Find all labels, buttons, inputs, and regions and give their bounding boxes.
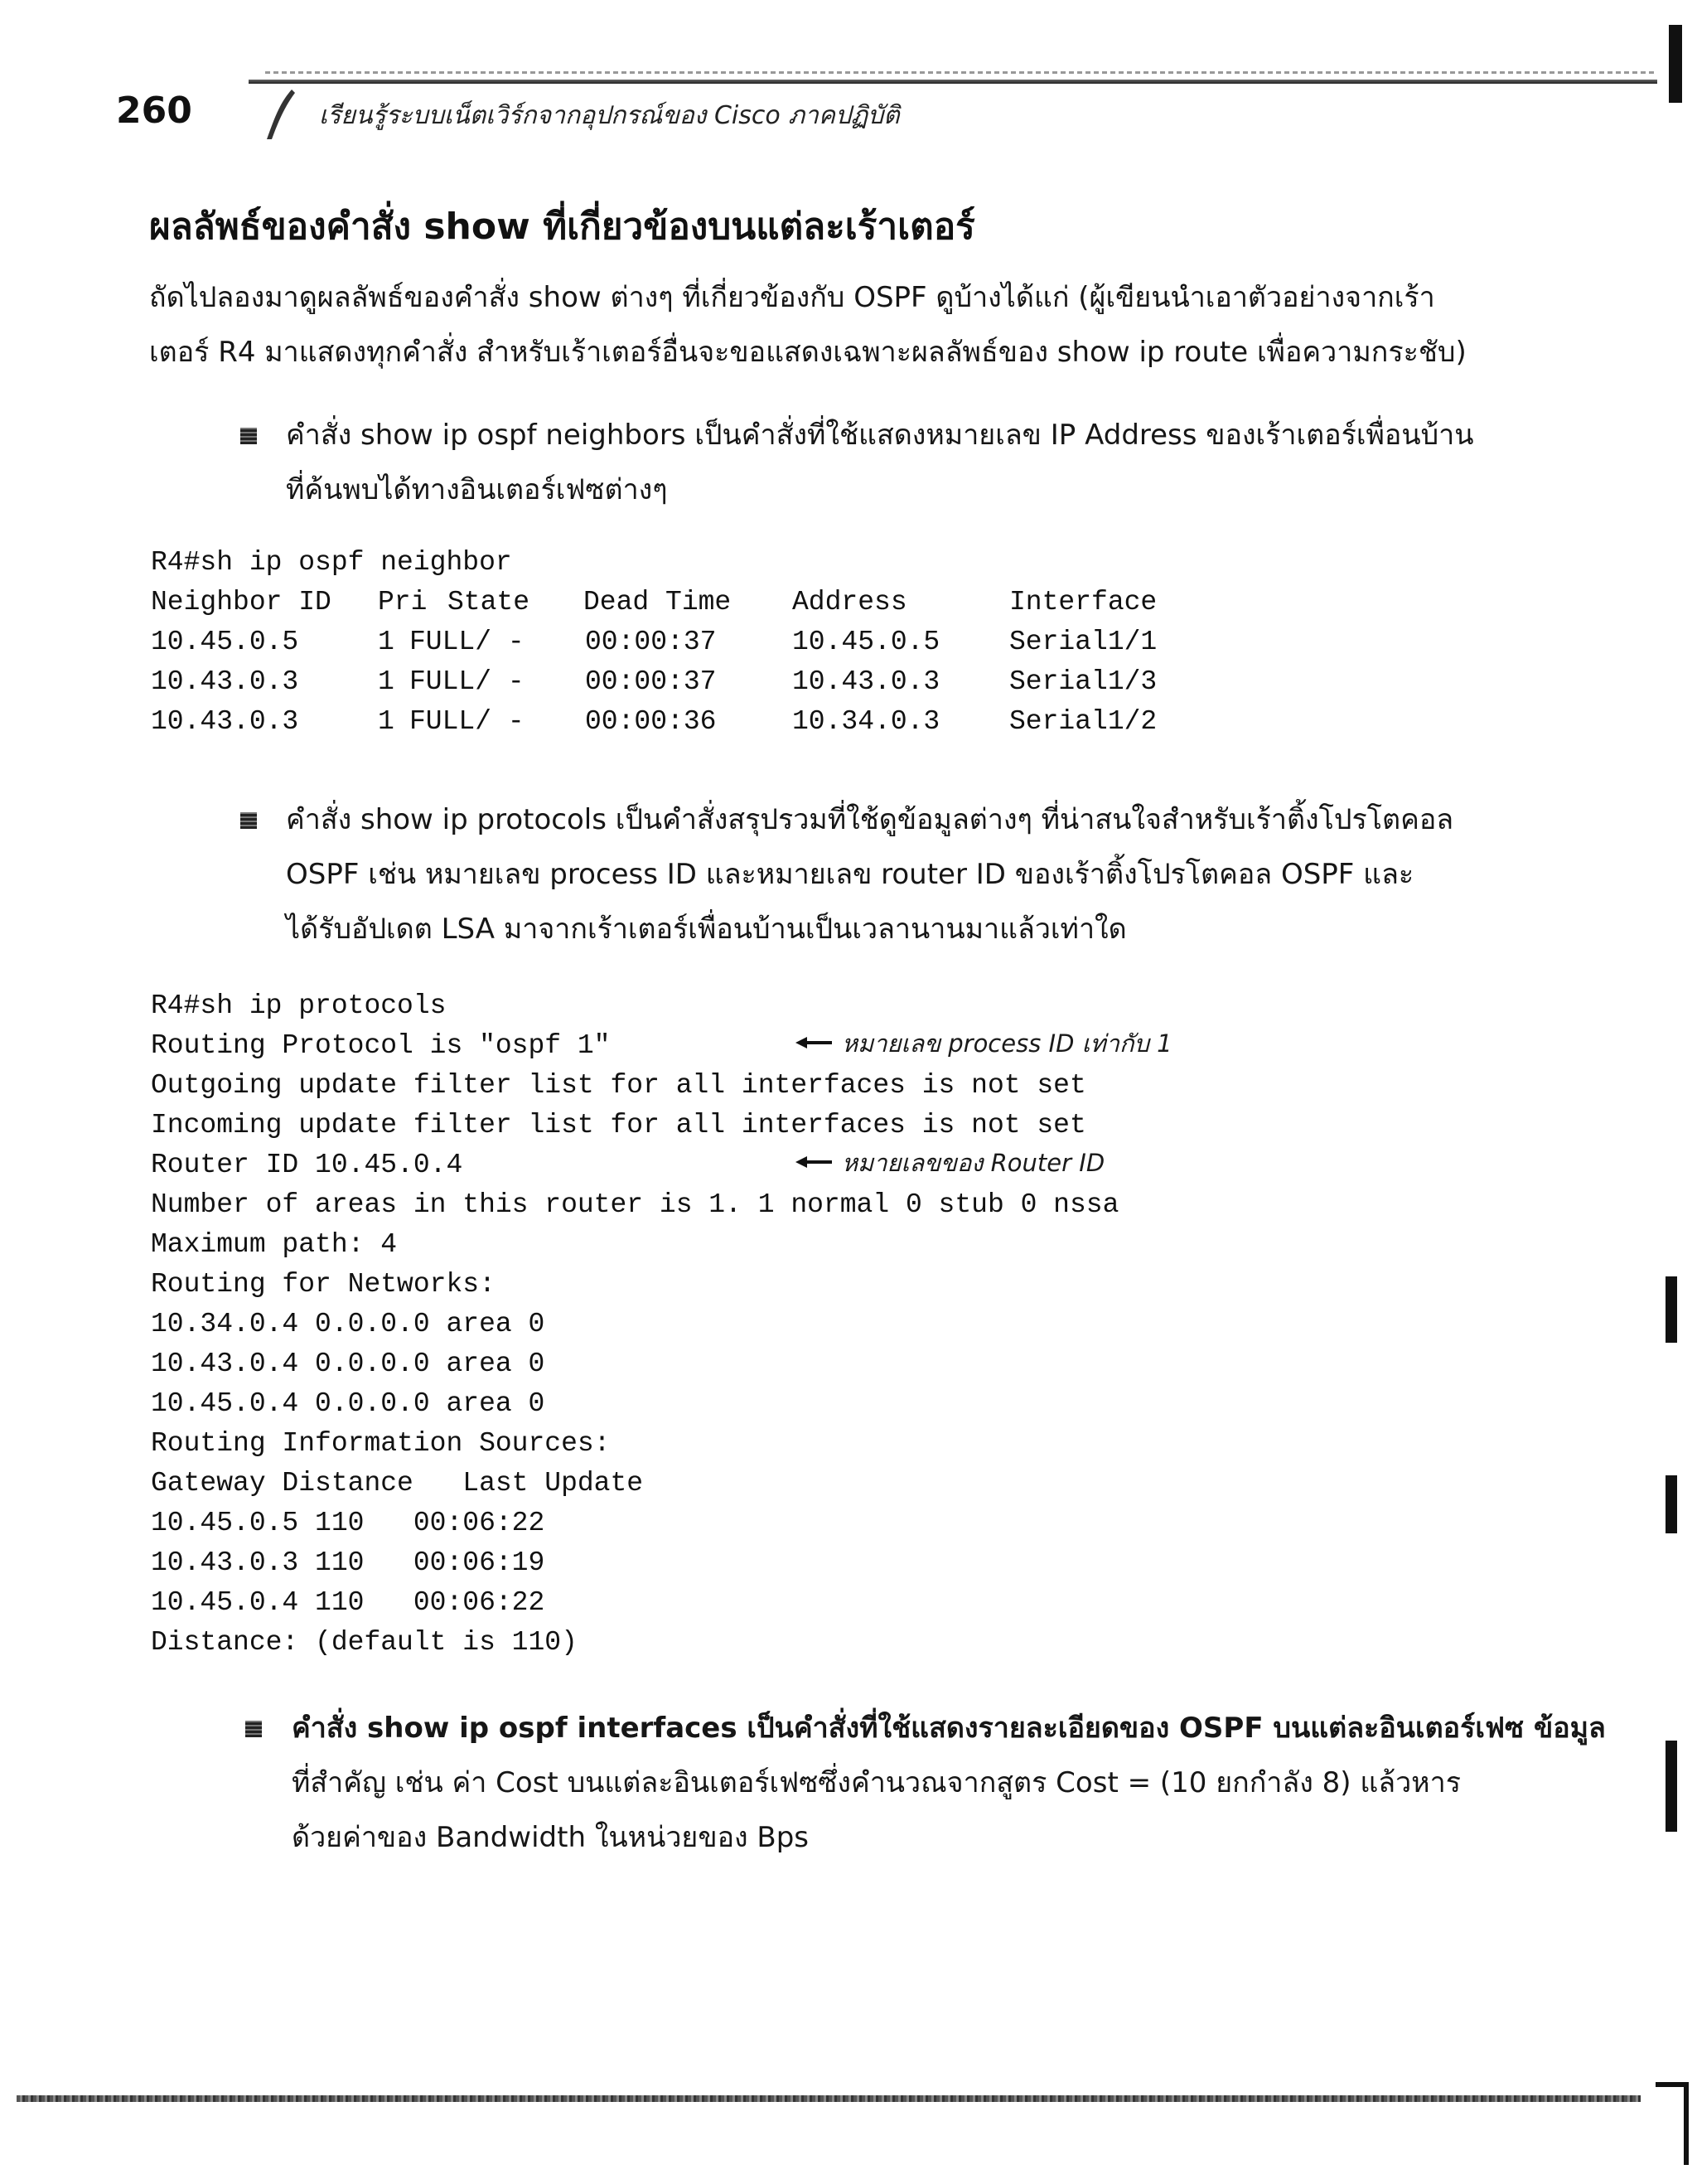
bullet-icon — [245, 1721, 262, 1737]
neighbor-header-neighbor-id: Neighbor ID — [151, 587, 331, 617]
protocols-line: 10.43.0.3 110 00:06:19 — [151, 1547, 545, 1578]
pri-cell: 1 — [378, 627, 394, 657]
interface-cell: Serial1/1 — [1009, 627, 1158, 657]
address-cell: 10.43.0.3 — [792, 666, 940, 697]
protocols-line: Incoming update filter list for all interfaces is not set — [151, 1110, 1086, 1140]
bullet-2-line-2: OSPF เช่น หมายเลข process ID และหมายเลข router ID ของเร้าติ้งโปรโตคอล OSPF และ — [286, 858, 1414, 891]
bullet-1-line-1: คำสั่ง show ip ospf neighbors เป็นคำสั่งที่ใช้แสดงหมายเลข IP Address ของเร้าเตอร์เพื่อนบ้าน — [286, 419, 1474, 452]
protocols-line: Maximum path: 4 — [151, 1229, 398, 1260]
margin-tab-mark — [1669, 25, 1682, 103]
protocols-line: Gateway Distance Last Update — [151, 1468, 644, 1499]
section-title: ผลลัพธ์ของคำสั่ง show ที่เกี่ยวข้องบนแต่ละเร้าเตอร์ — [149, 206, 975, 248]
intro-line-2: เตอร์ R4 มาแสดงทุกคำสั่ง สำหรับเร้าเตอร์อื่นจะขอแสดงเฉพาะผลลัพธ์ของ show ip route เพื่อความกระชับ) — [149, 336, 1467, 369]
neighbor-header-dead-time: Dead Time — [583, 587, 732, 617]
protocols-line: Router ID 10.45.0.4 — [151, 1150, 463, 1180]
state-cell: FULL/ - — [409, 666, 525, 697]
neighbor-header-address: Address — [792, 587, 907, 617]
router-id-note: หมายเลขของ Router ID — [842, 1149, 1105, 1177]
protocols-line: 10.45.0.4 110 00:06:22 — [151, 1587, 545, 1618]
protocols-line: Distance: (default is 110) — [151, 1627, 578, 1658]
neighbor-header-state: State — [447, 587, 530, 617]
neighbor-id-cell: 10.43.0.3 — [151, 706, 299, 737]
protocols-line: Routing for Networks: — [151, 1269, 496, 1300]
bullet-2-line-3: ได้รับอัปเดต LSA มาจากเร้าเตอร์เพื่อนบ้านเป็นเวลานานมาแล้วเท่าใด — [286, 913, 1127, 946]
interface-cell: Serial1/2 — [1009, 706, 1158, 737]
neighbor-header-pri: Pri — [378, 587, 428, 617]
page-number: 260 — [116, 90, 192, 132]
state-cell: FULL/ - — [409, 627, 525, 657]
neighbor-command: R4#sh ip ospf neighbor — [151, 547, 512, 578]
bullet-icon — [240, 428, 257, 444]
protocols-line: 10.45.0.5 110 00:06:22 — [151, 1508, 545, 1538]
bullet-3-line-1: คำสั่ง show ip ospf interfaces เป็นคำสั่งที่ใช้แสดงรายละเอียดของ OSPF บนแต่ละอินเตอร์เฟซ ข้อมูล — [292, 1712, 1606, 1745]
bullet-3-line-2: ที่สำคัญ เช่น ค่า Cost บนแต่ละอินเตอร์เฟซซึ่งคำนวณจากสูตร Cost = (10 ยกกำลัง 8) แล้วหาร — [292, 1766, 1461, 1799]
bullet-icon — [240, 812, 257, 829]
protocols-line: 10.43.0.4 0.0.0.0 area 0 — [151, 1349, 545, 1379]
pri-cell: 1 — [378, 666, 394, 697]
pri-cell: 1 — [378, 706, 394, 737]
process-id-note: หมายเลข process ID เท่ากับ 1 — [842, 1029, 1172, 1058]
neighbor-id-cell: 10.43.0.3 — [151, 666, 299, 697]
margin-tab-mark — [1666, 1475, 1677, 1533]
protocols-line: Number of areas in this router is 1. 1 normal 0 stub 0 nssa — [151, 1189, 1119, 1220]
intro-line-1: ถัดไปลองมาดูผลลัพธ์ของคำสั่ง show ต่างๆ ที่เกี่ยวข้องกับ OSPF ดูบ้างได้แก่ (ผู้เขียนนำเอาตัวอย่างจากเร้า — [149, 281, 1435, 314]
margin-tab-mark — [1666, 1276, 1677, 1343]
corner-mark — [1684, 2082, 1689, 2165]
bullet-2-line-1: คำสั่ง show ip protocols เป็นคำสั่งสรุปรวมที่ใช้ดูข้อมูลต่างๆ ที่น่าสนใจสำหรับเร้าติ้งโปรโตคอล — [286, 803, 1454, 836]
margin-tab-mark — [1666, 1741, 1677, 1832]
left-arrow-icon — [795, 1036, 832, 1049]
protocols-line: 10.34.0.4 0.0.0.0 area 0 — [151, 1309, 545, 1339]
neighbor-header-interface: Interface — [1009, 587, 1158, 617]
left-arrow-icon — [795, 1155, 832, 1169]
header-rule-dotted — [265, 71, 1657, 74]
protocols-line: Outgoing update filter list for all interfaces is not set — [151, 1070, 1086, 1101]
protocols-line: 10.45.0.4 0.0.0.0 area 0 — [151, 1388, 545, 1419]
dead-time-cell: 00:00:37 — [585, 666, 717, 697]
dead-time-cell: 00:00:36 — [585, 706, 717, 737]
bullet-3-line-3: ด้วยค่าของ Bandwidth ในหน่วยของ Bps — [292, 1821, 810, 1854]
running-title: เรียนรู้ระบบเน็ตเวิร์กจากอุปกรณ์ของ Cisco ภาคปฏิบัติ — [319, 101, 900, 130]
protocols-line: Routing Information Sources: — [151, 1428, 611, 1459]
header-rule — [249, 80, 1657, 84]
interface-cell: Serial1/3 — [1009, 666, 1158, 697]
dead-time-cell: 00:00:37 — [585, 627, 717, 657]
address-cell: 10.45.0.5 — [792, 627, 940, 657]
swoosh-ornament-icon — [263, 88, 297, 141]
protocols-line: R4#sh ip protocols — [151, 990, 447, 1021]
bottom-rule — [17, 2095, 1641, 2102]
address-cell: 10.34.0.3 — [792, 706, 940, 737]
protocols-line: Routing Protocol is "ospf 1" — [151, 1030, 611, 1061]
neighbor-id-cell: 10.45.0.5 — [151, 627, 299, 657]
state-cell: FULL/ - — [409, 706, 525, 737]
bullet-1-line-2: ที่ค้นพบได้ทางอินเตอร์เฟซต่างๆ — [286, 473, 668, 506]
